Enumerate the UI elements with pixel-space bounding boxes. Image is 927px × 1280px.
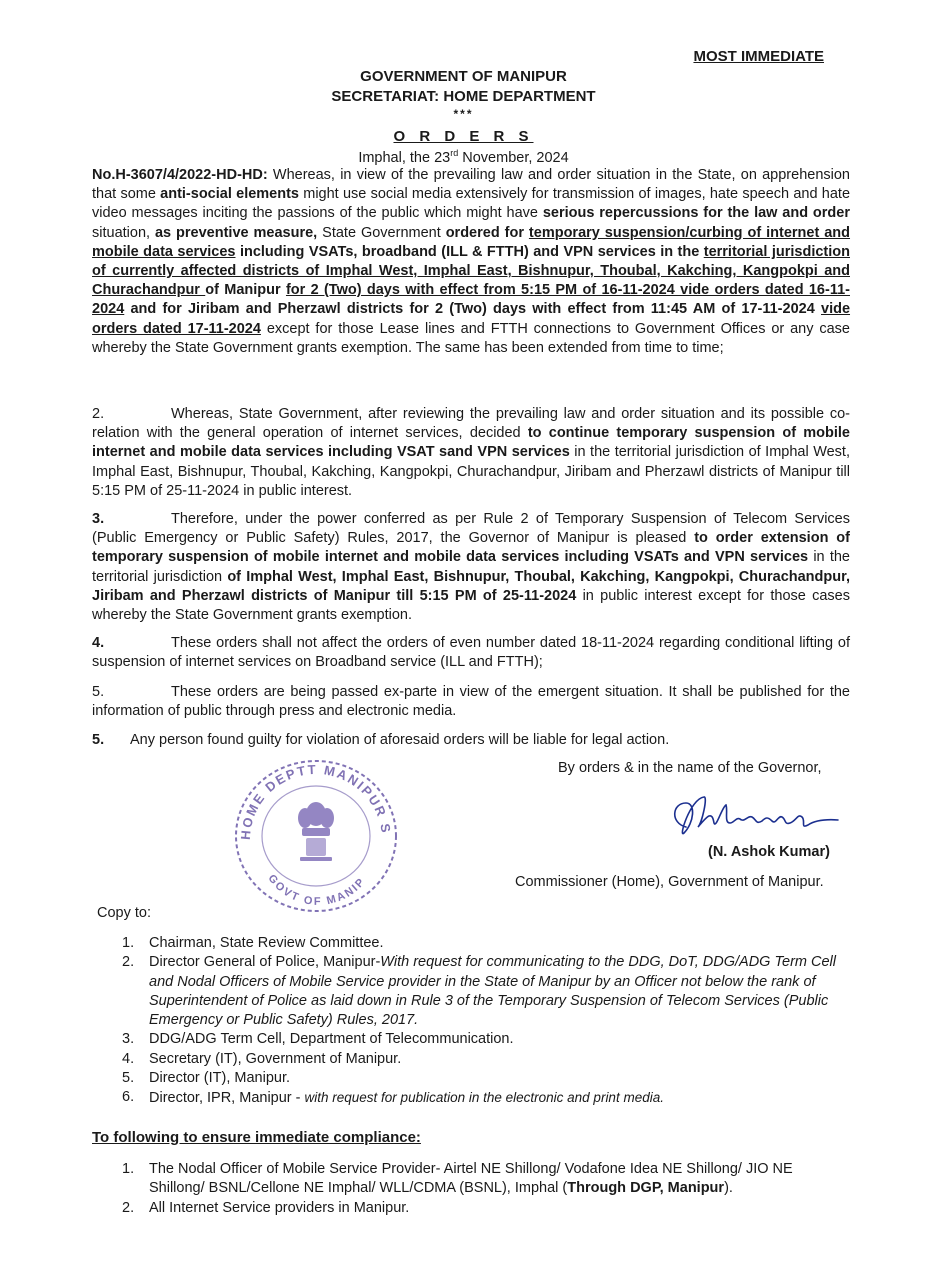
list-item-text: Director General of Police, Manipur- — [149, 954, 381, 971]
p1-text-4: State Government — [317, 224, 446, 241]
place-date-prefix: Imphal, the 23 — [358, 149, 451, 166]
list-item-text: DDG/ADG Term Cell, Department of Telecommunication. — [149, 1031, 514, 1048]
p2-text-1: Whereas, State Government, after reviewing the prevailing law and order situation and its possible co-relation with the general operation of internet services, decided — [92, 406, 850, 442]
list-item-number: 6. — [122, 1089, 135, 1106]
p2-text-2: in the territorial jurisdiction of Imphal West, Imphal East, Bishnupur, Thoubal, Kakching, Kangpokpi, Churachandpur, Jiribam and Pherzawl districts of Manipur till 5:15 PM of 25-11-2024 in public interest. — [92, 444, 850, 499]
copy-to-list — [122, 934, 852, 1109]
p5-number: 5. — [92, 684, 105, 700]
list-item-number: 2. — [122, 1199, 135, 1216]
list-item-number: 1. — [122, 935, 135, 951]
p6-number: 5. — [92, 732, 105, 748]
place-date-sup: rd — [450, 148, 459, 158]
list-item-text: All Internet Service providers in Manipur. — [149, 1199, 410, 1216]
p1-bold-3: as preventive measure, — [154, 224, 318, 241]
emblem-icon — [298, 802, 334, 861]
signature — [668, 793, 843, 848]
paragraph-5 — [92, 683, 850, 721]
official-seal — [220, 748, 410, 923]
list-item-number: 5. — [122, 1070, 135, 1087]
paragraph-3 — [92, 510, 850, 625]
list-item — [122, 953, 852, 1030]
list-item — [122, 1199, 852, 1218]
p1-bold-2: serious repercussions for the law and order — [542, 205, 850, 222]
paragraph-6 — [92, 731, 850, 750]
paragraph-4 — [92, 634, 850, 672]
p3-bold-2: of Imphal West, Imphal East, Bishnupur, Thoubal, Kakching, Kangpokpi, Churachandpur, Jiribam and Pherzawl districts of Manipur till 5:15 PM of 25-11-2024 — [92, 568, 850, 604]
list-item-text: Secretary (IT), Government of Manipur. — [149, 1050, 402, 1067]
p3-text-3: in public interest except for those cases whereby the State Government grants exemption. — [92, 587, 850, 624]
copy-to-label: Copy to: — [97, 905, 151, 921]
p3-number: 3. — [92, 511, 105, 527]
p1-text-5: except for those Lease lines and FTTH connections to Government Offices or any case whereby the State Government grants exemption. The same has been extended from time to time; — [92, 320, 850, 356]
p1-bold-6: of Manipur — [205, 282, 286, 299]
p2-number: 2. — [92, 406, 105, 422]
signatory-designation: Commissioner (Home), Government of Manipur. — [515, 874, 824, 890]
p1-bold-4: ordered for — [445, 224, 524, 241]
list-item-end: ). — [724, 1180, 733, 1197]
government-heading: GOVERNMENT OF MANIPUR — [360, 68, 567, 85]
p3-text-1: Therefore, under the power conferred as per Rule 2 of Temporary Suspension of Telecom Services (Public Emergency or Public Safety) Rules, 2017, the Governor of Manipur is pleased — [92, 511, 850, 547]
order-number: No.H-3607/4/2022-HD-HD: — [92, 167, 268, 183]
place-date-suffix: November, 2024 — [458, 149, 569, 166]
list-item-italic: With request for communicating to the DDG, DoT, DDG/ADG Term Cell and Nodal Officers of Mobile Service provider in the State of Manipur by an Officer not below the rank of Superintendent of Police as laid down in Rule 3 of the Temporary Suspension of Telecom Services (Public Emergency or Public Safety) Rules, 2017. — [149, 954, 836, 1029]
paragraph-2 — [92, 405, 850, 501]
p1-text-1: Whereas, in view of the prevailing law and order situation in the State, on apprehension that some — [92, 167, 850, 203]
list-item-number: 2. — [122, 954, 135, 971]
place-date — [0, 148, 927, 166]
priority-label: MOST IMMEDIATE — [693, 48, 824, 65]
p1-bold-7: and for Jiribam and Pherzawl districts for 2 (Two) days with effect from 11:45 AM of 17-11-2024 — [124, 301, 815, 318]
compliance-list — [122, 1160, 852, 1218]
list-item — [122, 1030, 852, 1049]
p1-text-2: might use social media extensively for transmission of images, hate speech and hate video messages inciting the passions of the public which might have — [92, 186, 851, 222]
list-item-number: 4. — [122, 1050, 135, 1067]
p1-bold-underline-1: temporary suspension/curbing of internet and mobile data services — [92, 224, 851, 260]
seal-text-bottom: GOVT OF MANIP — [265, 872, 369, 908]
document-title: O R D E R S — [393, 128, 534, 145]
department-heading: SECRETARIAT: HOME DEPARTMENT — [331, 88, 596, 105]
p3-bold-1: to order extension of temporary suspension of mobile internet and mobile data services including VSATs and VPN services — [92, 530, 850, 566]
list-item — [122, 1088, 852, 1108]
list-item — [122, 1050, 852, 1069]
seal-text-top: HOME DEPTT MANIPUR S — [237, 761, 394, 841]
list-item — [122, 1069, 852, 1088]
compliance-heading: To following to ensure immediate compliance: — [92, 1129, 421, 1146]
list-item — [122, 1160, 852, 1199]
list-item-number: 1. — [122, 1161, 135, 1177]
separator-stars: *** — [453, 107, 474, 121]
list-item-text: Director, IPR, Manipur - — [149, 1090, 305, 1107]
list-item — [122, 934, 852, 953]
p4-text: These orders shall not affect the orders of even number dated 18-11-2024 regarding conditional lifting of suspension of internet services on Broadband service (ILL and FTTH); — [92, 635, 850, 671]
p1-bold-underline-4: vide orders dated 17-11-2024 — [92, 301, 851, 337]
signatory-name: (N. Ashok Kumar) — [708, 844, 830, 860]
p1-bold-underline-3: for 2 (Two) days with effect from 5:15 PM of 16-11-2024 vide orders dated 16-11-2024 — [92, 282, 850, 318]
list-item-text: Chairman, State Review Committee. — [149, 935, 384, 951]
list-item-text: Director (IT), Manipur. — [149, 1070, 290, 1087]
p4-number: 4. — [92, 635, 105, 651]
paragraph-1 — [92, 166, 850, 358]
list-item-text: The Nodal Officer of Mobile Service Provider- Airtel NE Shillong/ Vodafone Idea NE Shillong/ JIO NE Shillong/ BSNL/Cellone NE Imphal/ WLL/CDMA (BSNL), Imphal ( — [149, 1161, 793, 1197]
p6-text: Any person found guilty for violation of aforesaid orders will be liable for legal action. — [130, 732, 670, 748]
list-item-bold: Through DGP, Manipur — [567, 1180, 725, 1197]
p3-text-2: in the territorial jurisdiction — [92, 549, 850, 585]
p5-text: These orders are being passed ex-parte in view of the emergent situation. It shall be published for the information of public through press and electronic media. — [92, 684, 850, 720]
list-item-number: 3. — [122, 1031, 135, 1048]
p2-bold-1: to continue temporary suspension of mobile internet and mobile data services including VSAT sand VPN services — [92, 425, 850, 461]
p1-bold-1: anti-social elements — [160, 186, 299, 203]
p1-bold-underline-2: territorial jurisdiction of currently affected districts of Imphal West, Imphal East, Bishnupur, Thoubal, Kakching, Kangpokpi and Churachandpur — [92, 243, 850, 299]
list-item-italic: with request for publication in the electronic and print media. — [304, 1090, 664, 1106]
p1-bold-5: including VSATs, broadband (ILL & FTTH) and VPN services in the — [235, 243, 704, 260]
by-orders-line: By orders & in the name of the Governor, — [558, 760, 822, 776]
p1-text-3: situation, — [92, 224, 155, 241]
